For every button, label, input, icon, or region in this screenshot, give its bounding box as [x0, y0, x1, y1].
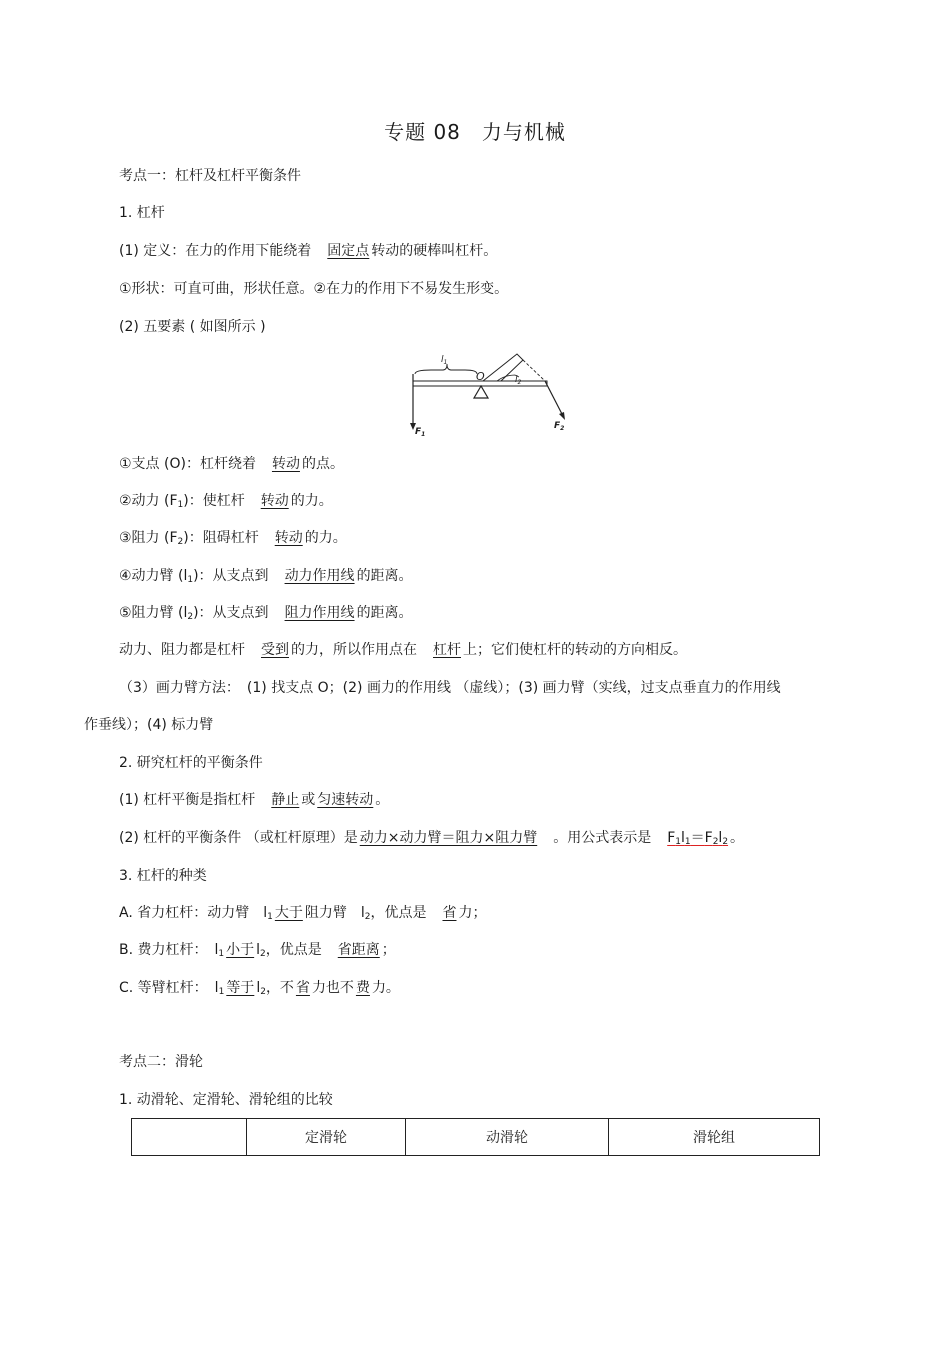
type-b: B. 费力杠杆： $l_1$ 小于 $l_2$，优点是 省距离 ； [119, 942, 396, 959]
shape-line: ①形状：可直可曲，形状任意。②在力的作用下不易发生形变。 [119, 281, 509, 297]
forces-note: 动力、阻力都是杠杆 受到 的力，所以作用点在 杠杆 上；它们使杠杆的转动的方向相反。 [119, 642, 687, 658]
element-effort-arm: ④动力臂 $(l_1)$：从支点到 动力作用线 的距离。 [119, 568, 413, 585]
balance-condition: (2) 杠杆的平衡条件 （或杠杆原理）是 动力×动力臂＝阻力×阻力臂 。用公式表示是 $F_1l_1=F_2l_2$ 。 [119, 830, 745, 847]
table-header-cell: 动滑轮 [406, 1119, 609, 1156]
section-heading-2: 考点二：滑轮 [119, 1054, 203, 1070]
pulley-comparison-table [131, 1118, 820, 1156]
draw-arm-method-2: 作垂线）；(4) 标力臂 [84, 717, 214, 733]
label-l2: $l_2$ [515, 375, 522, 386]
lever-diagram [405, 348, 580, 438]
element-fulcrum: ①支点 (O)：杠杆绕着 转动 的点。 [119, 456, 344, 472]
draw-arm-method-1: （3）画力臂方法： (1) 找支点 O；(2) 画力的作用线 （虚线）；(3) 画力臂（实线，过支点垂直力的作用线 [119, 680, 781, 696]
balance-formula: $F_1l_1=F_2l_2$ [667, 830, 729, 847]
label-F1: $F_1$ [415, 427, 426, 438]
label-F2: $F_2$ [554, 421, 565, 432]
table-header-cell [132, 1119, 247, 1156]
table-header-row [132, 1119, 820, 1156]
subheading-lever: 1. 杠杆 [119, 205, 165, 221]
table-header-cell: 定滑轮 [247, 1119, 406, 1156]
five-elements-line: (2) 五要素 ( 如图所示 ) [119, 319, 266, 335]
page-title: 专题 08 力与机械 [384, 120, 566, 144]
subheading-types: 3. 杠杆的种类 [119, 868, 207, 884]
section-heading-1: 考点一：杠杆及杠杆平衡条件 [119, 168, 301, 184]
element-resistance: ③阻力 $(F_2)$：阻碍杠杆 转动 的力。 [119, 530, 347, 547]
balance-meaning: (1) 杠杆平衡是指杠杆 静止 或 匀速转动 。 [119, 792, 390, 808]
type-c: C. 等臂杠杆： $l_1$ 等于 $l_2$，不 省 力也不 费 力。 [119, 980, 400, 997]
type-a: A. 省力杠杆：动力臂 $l_1$ 大于 阻力臂 $l_2$，优点是 省 力； [119, 905, 487, 922]
subheading-pulley-compare: 1. 动滑轮、定滑轮、滑轮组的比较 [119, 1092, 333, 1108]
element-resistance-arm: ⑤阻力臂 $(l_2)$：从支点到 阻力作用线 的距离。 [119, 605, 413, 622]
table-header-cell: 滑轮组 [609, 1119, 820, 1156]
definition-line: (1) 定义：在力的作用下能绕着 固定点 转动的硬棒叫杠杆。 [119, 243, 498, 259]
element-effort: ②动力 $(F_1)$：使杠杆 转动 的力。 [119, 493, 333, 510]
subheading-balance: 2. 研究杠杆的平衡条件 [119, 755, 263, 771]
label-O: O [476, 370, 485, 383]
label-l1: $l_1$ [441, 355, 448, 366]
